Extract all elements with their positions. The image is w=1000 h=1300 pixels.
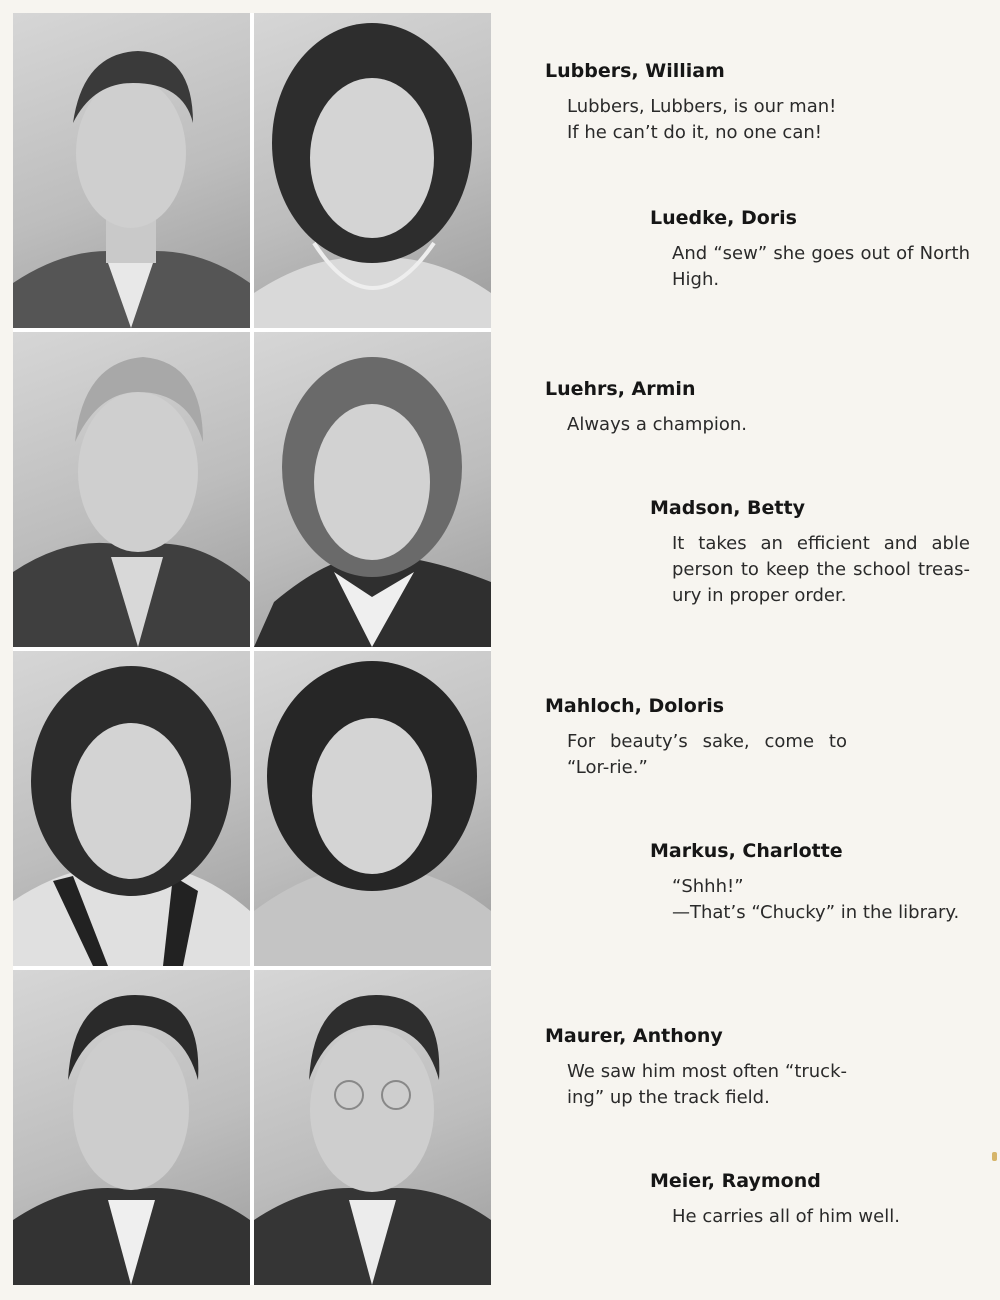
student-name: Mahloch, Doloris [545, 695, 725, 717]
student-name: Lubbers, William [545, 60, 725, 82]
student-quote: It takes an efficient and able person to keep the school treas-ury in proper order. [672, 533, 970, 606]
student-quote: He carries all of him well. [672, 1206, 900, 1227]
entry-mahloch-doloris [545, 695, 865, 781]
portrait-madson-betty [254, 332, 491, 647]
portrait-meier-raymond [254, 970, 491, 1285]
entry-luehrs-armin [545, 378, 875, 438]
portrait-markus-charlotte [254, 651, 491, 966]
student-quote: Always a champion. [567, 414, 748, 435]
student-name: Maurer, Anthony [545, 1025, 723, 1047]
entry-lubbers-william [545, 60, 875, 146]
paper-speck [992, 1152, 997, 1161]
portrait-maurer-anthony [13, 970, 250, 1285]
entry-meier-raymond [650, 1170, 970, 1230]
entry-markus-charlotte [650, 840, 980, 926]
entry-luedke-doris [650, 207, 970, 293]
entry-madson-betty [650, 497, 970, 609]
student-name: Luehrs, Armin [545, 378, 696, 400]
portrait-grid [13, 13, 491, 1285]
student-quote: For beauty’s sake, come to “Lor-rie.” [567, 731, 847, 778]
portrait-mahloch-doloris [13, 651, 250, 966]
portrait-luehrs-armin [13, 332, 250, 647]
student-quote: “Shhh!” —That’s “Chucky” in the library. [672, 876, 960, 923]
student-quote: And “sew” she goes out of North High. [672, 243, 970, 290]
entry-maurer-anthony [545, 1025, 865, 1111]
portrait-luedke-doris [254, 13, 491, 328]
student-quote: Lubbers, Lubbers, is our man! If he can’t do it, no one can! [567, 96, 837, 143]
student-name: Madson, Betty [650, 497, 805, 519]
student-quote: We saw him most often “truck-ing” up the track field. [567, 1061, 847, 1108]
student-name: Luedke, Doris [650, 207, 797, 229]
portrait-lubbers-william [13, 13, 250, 328]
student-name: Meier, Raymond [650, 1170, 821, 1192]
student-name: Markus, Charlotte [650, 840, 843, 862]
